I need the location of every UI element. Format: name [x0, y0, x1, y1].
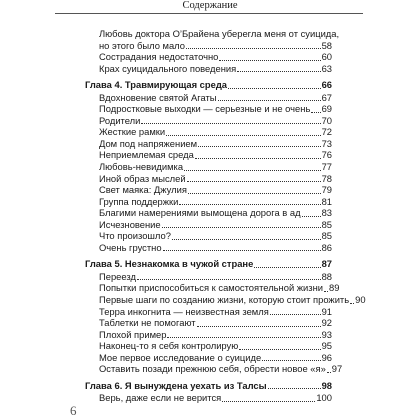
- toc-entry-title: Любовь-невидимка: [99, 161, 184, 173]
- dot-leader: [270, 314, 321, 315]
- toc-entry: [85, 103, 332, 115]
- dot-leader: [186, 48, 321, 49]
- toc-page-number: 93: [321, 328, 332, 340]
- toc-page-number: 83: [321, 207, 332, 219]
- toc-entry: [85, 63, 332, 75]
- toc-entry-title: Мое первое исследование о суициде: [99, 351, 262, 363]
- toc-page-number: 85: [321, 230, 332, 242]
- toc-entry-title: Родители: [99, 114, 141, 126]
- toc-page-number: 60: [321, 51, 332, 63]
- toc-entry: [85, 242, 332, 254]
- toc-page-number: 97: [331, 363, 343, 375]
- toc-entry-title: Крах суицидального поведения: [99, 62, 237, 74]
- toc-page-number: 89: [329, 282, 340, 294]
- dot-leader: [350, 303, 354, 304]
- toc-page-number: 77: [321, 161, 332, 173]
- dot-leader: [262, 360, 320, 361]
- toc-page-number: 95: [321, 340, 332, 352]
- toc-page-number: 86: [321, 241, 332, 253]
- toc-entry: [85, 207, 332, 219]
- dot-leader: [195, 158, 321, 159]
- toc-page-number: 87: [321, 258, 332, 270]
- toc-entry: [85, 40, 332, 52]
- toc-page-number: 63: [321, 62, 332, 74]
- toc-page-number: 70: [321, 114, 332, 126]
- dot-leader: [187, 181, 321, 182]
- toc-entry-title: Таблетки не помогают: [99, 317, 196, 329]
- toc-entry-title: Попытки приспособиться к самостоятельной жизни: [99, 282, 324, 294]
- toc-entry-title: но этого было мало: [99, 39, 185, 51]
- toc-entry-title: Неприемлемая среда: [99, 149, 194, 161]
- toc-entry: [85, 352, 332, 364]
- toc-entry: [85, 282, 340, 294]
- header-rule: [55, 13, 363, 14]
- dot-leader: [268, 388, 321, 389]
- toc-page-number: 98: [321, 379, 332, 391]
- toc-entry: [85, 306, 332, 318]
- toc-entry-title: Свет маяка: Джулия: [99, 184, 187, 196]
- toc-entry-title: Терра инкогнита — неизвестная земля: [99, 305, 269, 317]
- toc-entry: [85, 363, 343, 375]
- toc-entry: [85, 149, 332, 161]
- dot-leader: [239, 349, 320, 350]
- toc-page-number: 81: [321, 195, 332, 207]
- dot-leader: [222, 401, 315, 402]
- toc-entry: [85, 392, 332, 404]
- toc-page-number: 66: [321, 79, 332, 91]
- toc-entry: [85, 271, 332, 283]
- toc-page-number: 90: [355, 294, 366, 306]
- dot-leader: [167, 337, 320, 338]
- dot-leader: [311, 112, 320, 113]
- toc-page-number: 72: [321, 126, 332, 138]
- dot-leader: [172, 239, 321, 240]
- dot-leader: [302, 216, 321, 217]
- toc-page-number: 91: [321, 305, 332, 317]
- toc-entry-title: Глава 5. Незнакомка в чужой стране: [85, 258, 254, 270]
- toc-entry: [85, 126, 332, 138]
- dot-leader: [179, 204, 320, 205]
- running-header: Содержание: [182, 0, 238, 11]
- toc-entry-title: Иной образ мыслей: [99, 172, 186, 184]
- toc-entry-title: Вдохновение святой Агаты: [99, 91, 217, 103]
- toc-entry: [85, 294, 366, 306]
- toc-page-number: 69: [321, 103, 332, 115]
- dot-leader: [141, 123, 320, 124]
- dot-leader: [327, 372, 331, 373]
- toc-entry: [85, 184, 332, 196]
- toc-chapter: [85, 258, 332, 270]
- toc-entry-title: Что произошло?: [99, 230, 171, 242]
- toc-entry: [85, 92, 332, 104]
- toc-entry-title: Любовь доктора О’Брайена уберегла меня от суицида,: [99, 28, 340, 39]
- toc-page-number: 76: [321, 149, 332, 161]
- toc-entry: [85, 173, 332, 185]
- dot-leader: [218, 100, 321, 101]
- dot-leader: [219, 60, 320, 61]
- dot-leader: [237, 71, 320, 72]
- toc-entry: [85, 161, 332, 173]
- toc-page-number: 92: [321, 317, 332, 329]
- toc-entry-title: Жесткие рамки: [99, 126, 166, 138]
- toc-entry: [85, 329, 332, 341]
- dot-leader: [166, 135, 320, 136]
- toc-page-number: 79: [321, 184, 332, 196]
- toc-page-number: 96: [321, 351, 332, 363]
- dot-leader: [254, 267, 320, 268]
- toc-entry-title: Дом под напряжением: [99, 137, 198, 149]
- toc-page-number: 100: [316, 392, 332, 404]
- toc-entry: [85, 196, 332, 208]
- dot-leader: [163, 250, 321, 251]
- toc-entry-title: Плохой пример: [99, 328, 167, 340]
- dot-leader: [137, 279, 321, 280]
- toc-chapter: [85, 79, 332, 91]
- toc-entry-title: Очень грустно: [99, 241, 162, 253]
- toc-entry: [85, 28, 340, 40]
- toc-entry-title: Группа поддержки: [99, 195, 179, 207]
- toc-entry-title: Верь, даже если не верится: [99, 392, 222, 404]
- dot-leader: [197, 326, 321, 327]
- table-of-contents: [85, 28, 366, 404]
- toc-page-number: 73: [321, 137, 332, 149]
- toc-entry: [85, 340, 332, 352]
- toc-page-number: 85: [321, 218, 332, 230]
- dot-leader: [162, 227, 321, 228]
- dot-leader: [198, 146, 320, 147]
- toc-entry-title: Подростковые выходки — серьезные и не очень: [99, 103, 311, 115]
- toc-page-number: 88: [321, 270, 332, 282]
- dot-leader: [188, 193, 321, 194]
- toc-entry-title: Глава 6. Я вынуждена уехать из Талсы: [85, 379, 267, 391]
- toc-entry-title: Исчезновение: [99, 218, 161, 230]
- toc-entry: [85, 138, 332, 150]
- page-number: 6: [70, 403, 77, 418]
- dot-leader: [324, 291, 328, 292]
- toc-entry-title: Глава 4. Травмирующая среда: [85, 79, 228, 91]
- toc-entry: [85, 317, 332, 329]
- toc-page-number: 58: [321, 39, 332, 51]
- toc-entry-title: Переезд: [99, 270, 136, 282]
- toc-entry-title: Наконец-то я себя контролирую: [99, 340, 239, 352]
- toc-entry: [85, 51, 332, 63]
- toc-entry: [85, 230, 332, 242]
- toc-entry-title: Первые шаги по созданию жизни, которую стоит прожить: [99, 294, 350, 306]
- toc-page-number: 67: [321, 91, 332, 103]
- toc-entry-title: Оставить позади прежнюю себя, обрести новое «я»: [99, 363, 326, 375]
- toc-entry: [85, 115, 332, 127]
- toc-page-number: 78: [321, 172, 332, 184]
- toc-entry: [85, 219, 332, 231]
- toc-entry-title: Благими намерениями вымощена дорога в ад: [99, 207, 301, 219]
- toc-entry-title: Сострадания недостаточно: [99, 51, 219, 63]
- dot-leader: [184, 170, 321, 171]
- dot-leader: [228, 88, 321, 89]
- toc-chapter: [85, 380, 332, 392]
